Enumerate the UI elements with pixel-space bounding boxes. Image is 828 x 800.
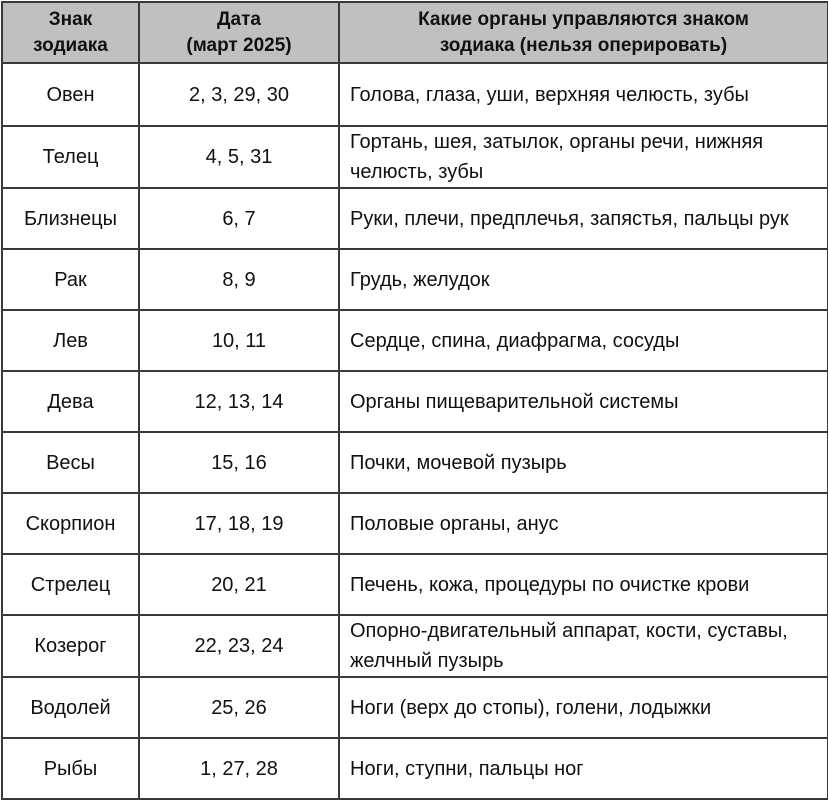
header-organs-line-1: Какие органы управляются знаком (418, 8, 749, 30)
dates-cell: 8, 9 (139, 249, 339, 310)
dates-cell: 22, 23, 24 (139, 615, 339, 677)
sign-cell: Рыбы (2, 738, 139, 799)
header-date-line-1: Дата (217, 8, 261, 30)
organs-cell: Органы пищеварительной системы (339, 371, 828, 432)
dates-cell: 1, 27, 28 (139, 738, 339, 799)
sign-cell: Водолей (2, 677, 139, 738)
organs-cell: Гортань, шея, затылок, органы речи, нижняя челюсть, зубы (339, 126, 828, 188)
sign-cell: Скорпион (2, 493, 139, 554)
organs-cell: Сердце, спина, диафрагма, сосуды (339, 310, 828, 371)
dates-cell: 17, 18, 19 (139, 493, 339, 554)
dates-cell: 6, 7 (139, 188, 339, 249)
dates-cell: 12, 13, 14 (139, 371, 339, 432)
table-row (2, 310, 828, 371)
header-row (2, 2, 828, 63)
table-row (2, 738, 828, 799)
organs-cell: Печень, кожа, процедуры по очистке крови (339, 554, 828, 615)
organs-cell: Грудь, желудок (339, 249, 828, 310)
organs-cell: Руки, плечи, предплечья, запястья, пальцы рук (339, 188, 828, 249)
header-date (139, 2, 339, 63)
sign-cell: Весы (2, 432, 139, 493)
dates-cell: 10, 11 (139, 310, 339, 371)
organs-cell: Ноги, ступни, пальцы ног (339, 738, 828, 799)
organs-cell: Почки, мочевой пузырь (339, 432, 828, 493)
header-sign-line-1: Знак (48, 8, 93, 30)
sign-cell: Овен (2, 63, 139, 126)
dates-cell: 2, 3, 29, 30 (139, 63, 339, 126)
header-date-line-2: (март 2025) (186, 34, 292, 56)
organs-cell: Ноги (верх до стопы), голени, лодыжки (339, 677, 828, 738)
dates-cell: 20, 21 (139, 554, 339, 615)
table-row (2, 63, 828, 126)
sign-cell: Телец (2, 126, 139, 188)
table-row (2, 432, 828, 493)
dates-cell: 4, 5, 31 (139, 126, 339, 188)
sign-cell: Стрелец (2, 554, 139, 615)
header-sign-line-2: зодиака (33, 34, 108, 56)
table-row (2, 126, 828, 188)
table-row (2, 188, 828, 249)
organs-cell: Опорно-двигательный аппарат, кости, суставы, желчный пузырь (339, 615, 828, 677)
table-row (2, 615, 828, 677)
dates-cell: 25, 26 (139, 677, 339, 738)
table-row (2, 249, 828, 310)
header-sign (2, 2, 139, 63)
sign-cell: Козерог (2, 615, 139, 677)
table-row (2, 554, 828, 615)
organs-cell: Половые органы, анус (339, 493, 828, 554)
header-organs (339, 2, 828, 63)
dates-cell: 15, 16 (139, 432, 339, 493)
sign-cell: Дева (2, 371, 139, 432)
header-organs-line-2: зодиака (нельзя оперировать) (439, 34, 728, 56)
zodiac-organs-table (1, 1, 828, 800)
sign-cell: Лев (2, 310, 139, 371)
sign-cell: Близнецы (2, 188, 139, 249)
table-row (2, 371, 828, 432)
sign-cell: Рак (2, 249, 139, 310)
table-row (2, 493, 828, 554)
table-row (2, 677, 828, 738)
organs-cell: Голова, глаза, уши, верхняя челюсть, зубы (339, 63, 828, 126)
